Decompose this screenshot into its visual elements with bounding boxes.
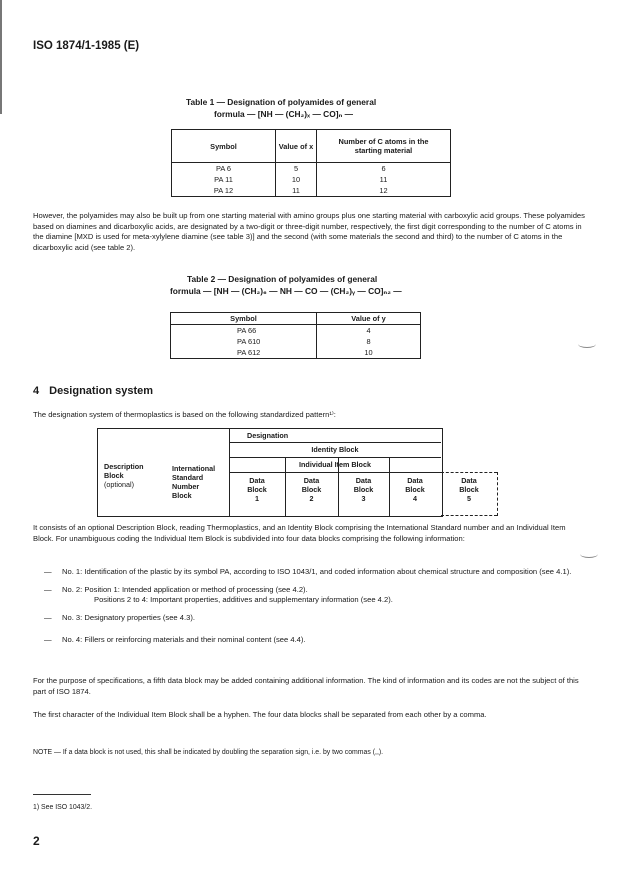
table1-cell: 12 <box>317 185 451 197</box>
data-block-number: 4 <box>413 494 417 503</box>
list-item-text: No. 2: Position 1: Intended application or method of processing (see 4.2). <box>62 584 308 594</box>
list-item-text: No. 4: Fillers or reinforcing materials and their nominal content (see 4.4). <box>62 635 306 645</box>
data-block-label: Block <box>301 485 322 494</box>
diagram-international-standard-block <box>172 464 215 500</box>
description-line: (optional) <box>104 480 134 489</box>
list-item <box>44 567 588 578</box>
diagram-identity-block-label: Identity Block <box>311 445 359 454</box>
list-item <box>44 585 588 606</box>
data-block-label: Block <box>459 485 479 494</box>
list-item-text: No. 3: Designatory properties (see 4.3). <box>62 612 195 622</box>
paragraph-fifth-block: For the purpose of specifications, a fifth data block may be added containing additional information. The kind of information and its codes are not the subject of this part of ISO 1874. <box>33 676 579 696</box>
data-block-label: Data <box>249 476 265 485</box>
data-block-label: Data <box>303 476 320 485</box>
table1-cell: PA 6 <box>172 163 276 175</box>
table2-title-line1: Table 2 — Designation of polyamides of general <box>187 274 378 284</box>
data-block-label: Block <box>405 485 425 494</box>
description-line: Block <box>104 471 124 480</box>
table1-cell: PA 11 <box>172 174 276 185</box>
list-item <box>44 635 588 646</box>
list-dash: — <box>44 612 52 622</box>
data-block-5 <box>441 476 497 503</box>
standard-line: Number <box>172 482 200 491</box>
data-block-5-border <box>441 472 497 473</box>
table1-cell: 6 <box>317 163 451 175</box>
list-dash: — <box>44 635 52 645</box>
section-title: Designation system <box>49 385 154 397</box>
table2-cell: PA 610 <box>171 336 317 347</box>
data-block-number: 1 <box>255 494 259 503</box>
table2-cell: PA 612 <box>171 347 317 359</box>
standard-line: International <box>172 464 216 473</box>
footnote: 1) See ISO 1043/2. <box>33 804 92 811</box>
section-heading <box>33 385 153 397</box>
table2-header-value: Value of y <box>317 313 421 325</box>
table1-title-line2: formula — [NH — (CH₂)ₓ — CO]ₙ — <box>214 109 354 119</box>
table2 <box>170 312 421 359</box>
data-block-1 <box>229 476 285 503</box>
paragraph-consists: It consists of an optional Description Block, reading Thermoplastics, and an Identity Block comprising the International Standard number and an Individual Item Block. For unambiguous coding the Individual Item Block is subdivided into four data blocks comprising the following information: <box>33 523 566 543</box>
data-block-number: 2 <box>309 494 314 503</box>
data-block-label: Data <box>407 476 423 485</box>
standard-line: Block <box>172 491 192 500</box>
data-block-5-border <box>441 515 497 516</box>
data-block-4 <box>389 476 441 503</box>
list-dash: — <box>44 567 52 576</box>
standard-line: Standard <box>172 473 204 482</box>
list-dash: — <box>44 584 52 594</box>
data-block-label: Block <box>247 485 267 494</box>
margin-mark <box>578 340 596 348</box>
margin-mark <box>580 550 598 558</box>
table1 <box>171 129 451 197</box>
list-item-text: No. 1: Identification of the plastic by its symbol PA, according to ISO 1043/1, and coded information about chemical structure and composition (see 4.1). <box>62 567 572 576</box>
data-block-2 <box>285 476 338 503</box>
page-number: 2 <box>33 834 40 848</box>
paragraph-intro: The designation system of thermoplastics is based on the following standardized pattern¹⁾: <box>33 410 336 419</box>
data-block-number: 3 <box>361 494 366 503</box>
diagram-divider <box>229 457 441 458</box>
paragraph-polyamides: However, the polyamides may also be built up from one starting material with amino groups plus one starting material with carboxylic acid groups. These polyamides based on diamines and dicarboxylic acids, are designated by a two-digit or three-digit number, respectively, the first digit corresponding to the number of C atoms in the diamine [MXD is used for meta-xylylene diamine (see table 3)] and the second (with some materials the second and third) to the number of C atoms in the dicarboxylic acid (see table 2). <box>33 211 585 252</box>
table1-cell: 11 <box>276 185 317 197</box>
table1-cell: PA 12 <box>172 185 276 197</box>
data-block-3 <box>338 476 389 503</box>
data-block-label: Data <box>461 476 477 485</box>
table2-cell: 8 <box>317 336 421 347</box>
description-line: Description <box>104 462 144 471</box>
table1-cell: 5 <box>276 163 317 175</box>
note: NOTE — If a data block is not used, this shall be indicated by doubling the separation sign, i.e. by two commas (,,). <box>33 749 384 756</box>
table2-cell: PA 66 <box>171 325 317 337</box>
data-block-list <box>44 567 588 646</box>
table2-header-symbol: Symbol <box>171 313 317 325</box>
table2-cell: 4 <box>317 325 421 337</box>
diagram-divider <box>229 442 441 443</box>
table2-cell: 10 <box>317 347 421 359</box>
table1-header-carbon-atoms: Number of C atoms in the starting material <box>317 130 451 163</box>
data-block-5-border <box>497 472 498 516</box>
list-item-subtext: Positions 2 to 4: Important properties, additives and supplementary information (see 4.2). <box>94 595 393 605</box>
table1-title-line1: Table 1 — Designation of polyamides of general <box>186 97 377 107</box>
footnote-rule <box>33 794 91 795</box>
table1-header-value: Value of x <box>276 130 317 163</box>
document-header: ISO 1874/1-1985 (E) <box>33 40 140 52</box>
table1-cell: 11 <box>317 174 451 185</box>
diagram-individual-item-label: Individual Item Block <box>299 460 371 469</box>
diagram-divider <box>229 472 441 473</box>
table1-header-symbol: Symbol <box>172 130 276 163</box>
table1-cell: 10 <box>276 174 317 185</box>
scan-edge-mark <box>0 0 2 114</box>
diagram-designation-label: Designation <box>247 431 289 440</box>
section-number: 4 <box>33 385 40 397</box>
table2-title-line2: formula — [NH — (CH₂)₆ — NH — CO — (CH₂)ᵧ — CO]ₙ₂ — <box>170 286 402 296</box>
data-block-label: Block <box>353 485 374 494</box>
diagram-description-block <box>104 462 144 489</box>
data-block-label: Data <box>355 476 372 485</box>
data-block-number: 5 <box>467 494 471 503</box>
list-item <box>44 613 588 624</box>
paragraph-hyphen: The first character of the Individual Item Block shall be a hyphen. The four data blocks shall be separated from each other by a comma. <box>33 710 487 719</box>
